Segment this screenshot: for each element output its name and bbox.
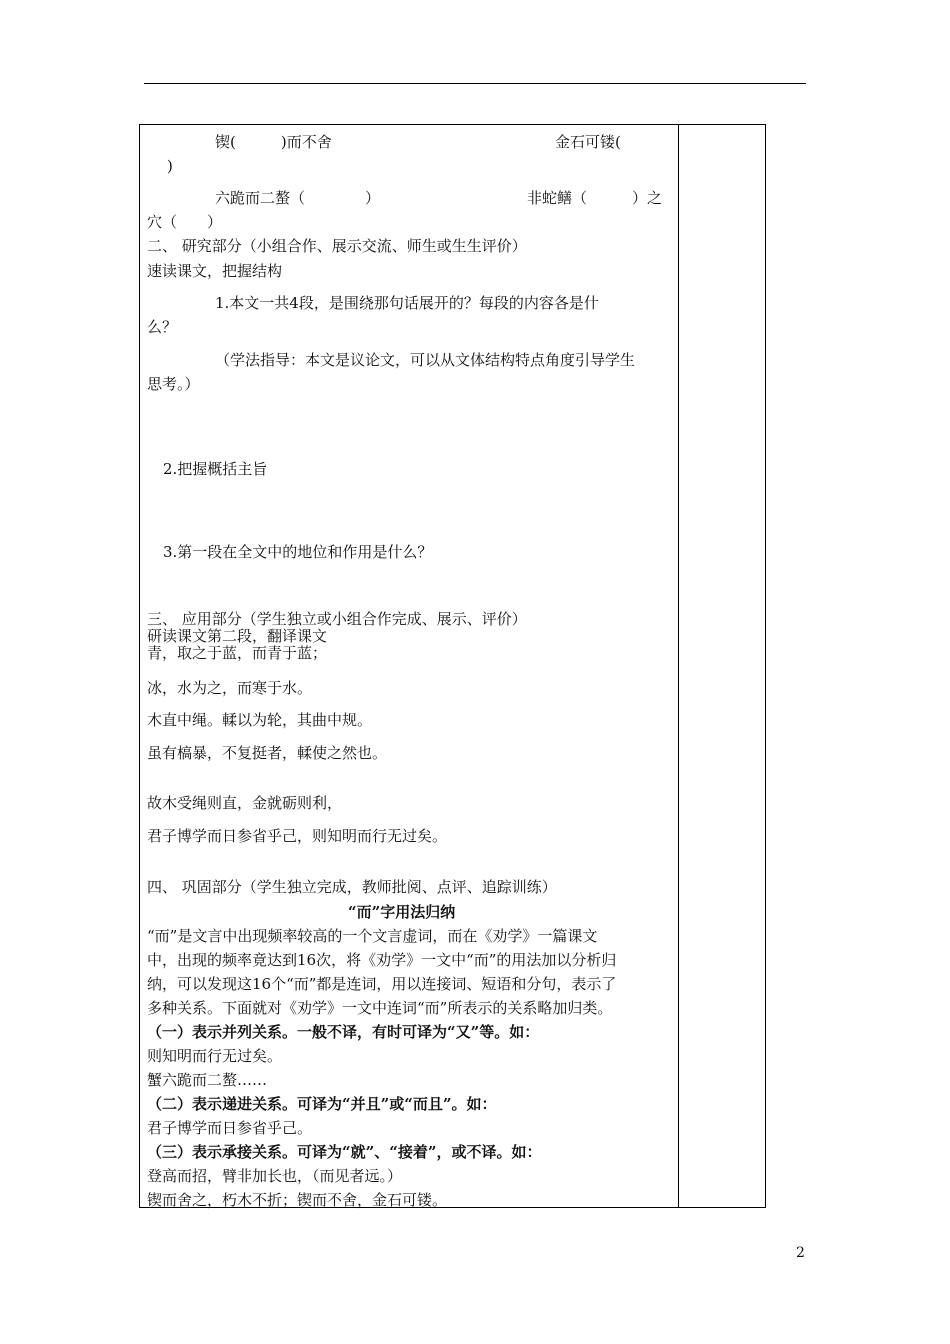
vocab-item-liu-gui: 六跪而二螯（ ） [215,189,381,207]
summary-para-line-4: 多种关系。下面就对《劝学》一文中连词“而”所表示的关系略加归类。 [147,999,613,1017]
summary-para-line-3: 纳，可以发现这16个“而”都是连词，用以连接词、短语和分句，表示了 [147,975,617,993]
usage-1-example-2: 蟹六跪而二螯…… [147,1071,268,1089]
section-4-heading: 四、 巩固部分（学生独立完成，教师批阅、点评、追踪训练） [147,878,557,896]
passage-line-4: 虽有槁暴，不复挺者，輮使之然也。 [147,744,388,762]
question-1-line-1: 1.本文一共4段，是围绕那句话展开的？每段的内容各是什 [215,294,599,312]
passage-line-6: 君子博学而日参省乎己，则知明而行无过矣。 [147,827,448,845]
summary-title: “而”字用法归纳 [348,903,456,921]
summary-para-line-2: 中，出现的频率竟达到16次，将《劝学》一文中“而”的用法加以分析归 [147,951,617,969]
vocab-item-fei-she-shan: 非蛇鳝（ ）之 [527,189,663,207]
passage-line-2: 冰，水为之，而寒于水。 [147,679,313,697]
section-3-subheading: 研读课文第二段，翻译课文 [147,627,328,645]
summary-para-line-1: “而”是文言中出现频率较高的一个文言虚词，而在《劝学》一篇课文 [147,927,598,945]
vocab-item-jin-shi-ke-lou: 金石可镂( [555,133,621,151]
question-1-line-2: 么？ [147,318,178,336]
usage-2-heading: （二）表示递进关系。可译为“并且”或“而且”。如： [147,1095,497,1113]
passage-line-1: 青，取之于蓝，而青于蓝； [147,644,328,662]
study-tip-line-1: （学法指导：本文是议论文，可以从文体结构特点角度引导学生 [215,351,636,369]
usage-3-example-2: 锲而舍之，朽木不折；锲而不舍，金石可镂。 [147,1191,448,1209]
usage-2-example-1: 君子博学而日参省乎己。 [147,1119,313,1137]
usage-1-heading: （一）表示并列关系。一般不译，有时可译为“又”等。如： [147,1023,540,1041]
vocab-item-blank-close: ) [167,157,173,175]
table-column-divider [678,124,679,1208]
section-3-heading: 三、 应用部分（学生独立或小组合作完成、展示、评价） [147,610,527,628]
usage-3-example-1: 登高而招，臂非加长也，（而见者远。） [147,1167,403,1185]
passage-line-5: 故木受绳则直，金就砺则利， [147,794,343,812]
passage-line-3: 木直中绳。輮以为轮，其曲中规。 [147,711,373,729]
usage-3-heading: （三）表示承接关系。可译为“就”、“接着”，或不译。如： [147,1143,542,1161]
study-tip-line-2: 思考。） [147,375,200,393]
vocab-item-xue: 穴（ ） [147,213,223,231]
question-2: 2.把握概括主旨 [163,460,268,478]
worksheet-table [139,124,766,1208]
section-2-heading: 二、 研究部分（小组合作、展示交流、师生或生生评价） [147,237,527,255]
vocab-item-qie-er-bu-she: 锲( )而不舍 [215,133,332,151]
usage-1-example-1: 则知明而行无过矣。 [147,1047,283,1065]
header-rule [144,83,806,84]
question-3: 3.第一段在全文中的地位和作用是什么？ [163,543,433,561]
page-number: 2 [796,1245,805,1261]
section-2-subheading: 速读课文，把握结构 [147,262,283,280]
